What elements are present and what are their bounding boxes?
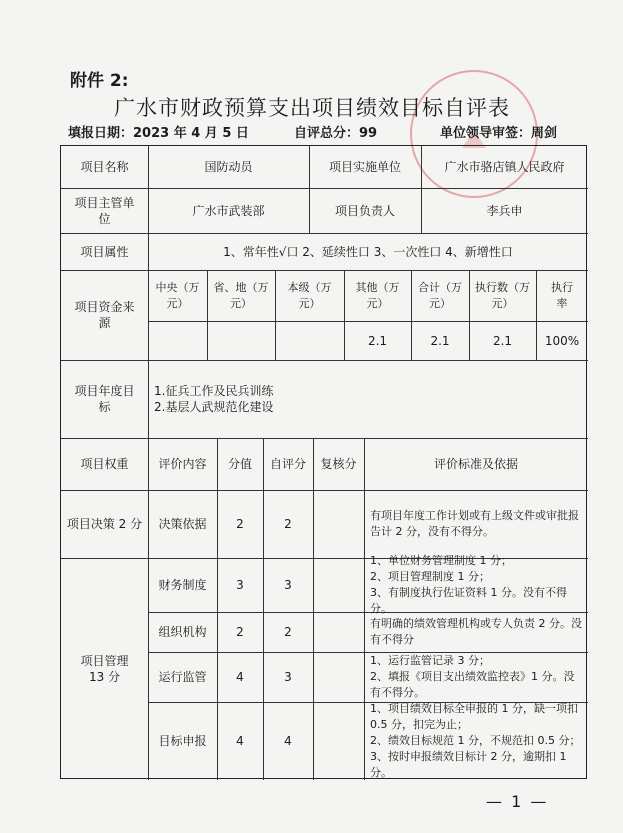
item-criteria <box>364 652 588 702</box>
funds-header-total: 合计（万元） <box>418 280 462 310</box>
criteria-line: 1、运行监管记录 3 分； <box>370 654 490 667</box>
page-number: — 1 — <box>486 792 549 811</box>
item-review-score <box>313 652 364 702</box>
header-self-score: 自评分 <box>269 457 306 471</box>
header-content: 评价内容 <box>158 457 207 471</box>
funds-header-province: 省、地（万元） <box>213 280 269 310</box>
item-review-score <box>313 702 364 780</box>
goal-line: 2.基层人武规范化建设 <box>154 400 274 414</box>
item-self-score: 4 <box>284 734 292 748</box>
criteria-line: 1、项目绩效目标全申报的 1 分，缺一项扣 0.5 分，扣完为止； <box>370 702 578 731</box>
evaluation-table <box>60 145 587 779</box>
goal-line: 1.征兵工作及民兵训练 <box>154 384 274 398</box>
section-weight: 项目决策 2 分 <box>66 517 143 531</box>
item-review-score <box>313 612 364 652</box>
section-weight: 项目管理 13 分 <box>80 654 129 684</box>
item-score: 2 <box>236 625 244 639</box>
item-criteria: 有明确的绩效管理机构或专人负责 2 分。没有不得分 <box>370 617 582 646</box>
item-self-score: 3 <box>284 670 292 684</box>
criteria-line: 1、单位财务管理制度 1 分； <box>370 554 512 567</box>
criteria-line: 3、有制度执行佐证资料 1 分。没有不得分。 <box>370 586 567 615</box>
dept: 广水市武装部 <box>192 203 265 218</box>
item-score: 4 <box>236 734 244 748</box>
leader-label: 项目负责人 <box>334 203 395 218</box>
item-criteria: 有项目年度工作计划或有上级文件或审批报告计 2 分，没有不得分。 <box>370 509 579 538</box>
total-score: 自评总分：99 <box>294 126 378 141</box>
item-self-score: 3 <box>284 578 292 592</box>
item-score: 2 <box>236 517 244 531</box>
funds-executed: 2.1 <box>492 333 513 348</box>
funds-central <box>148 321 207 360</box>
funds-rate: 100% <box>544 333 580 348</box>
funds-header-central: 中央（万元） <box>155 280 200 310</box>
goals-content <box>148 360 588 438</box>
criteria-line: 2、项目管理制度 1 分； <box>370 570 490 583</box>
item-content: 组织机构 <box>158 625 207 639</box>
funds-label: 项目资金来源 <box>74 300 135 330</box>
criteria-line: 2、填报《项目支出绩效监控表》1 分。没有不得分。 <box>370 670 575 699</box>
fill-date: 填报日期：2023 年 4 月 5 日 <box>68 126 249 141</box>
item-content: 财务制度 <box>158 578 207 592</box>
project-name: 国防动员 <box>204 160 253 174</box>
item-criteria <box>364 702 588 780</box>
item-self-score: 2 <box>284 517 292 531</box>
funds-header-rate: 执行率 <box>551 280 573 310</box>
header-weight: 项目权重 <box>80 457 129 471</box>
header-review-score: 复核分 <box>320 457 357 471</box>
dept-label: 项目主管单位 <box>74 195 135 226</box>
funds-total: 2.1 <box>430 333 450 348</box>
item-review-score <box>313 558 364 612</box>
funds-province <box>207 321 275 360</box>
header-score: 分值 <box>227 457 252 471</box>
leader-signature: 单位领导审签：周剑 <box>440 126 558 141</box>
item-self-score: 2 <box>284 625 292 639</box>
criteria-line: 3、按时申报绩效目标计 2 分，逾期扣 1 分。 <box>370 750 567 779</box>
item-content: 目标申报 <box>158 734 207 748</box>
item-score: 4 <box>236 670 244 684</box>
funds-local <box>275 321 344 360</box>
header-criteria: 评价标准及依据 <box>433 457 518 471</box>
attr-value: 1、常年性√口 2、延续性口 3、一次性口 4、新增性口 <box>223 244 513 259</box>
funds-header-executed: 执行数（万元） <box>475 280 530 310</box>
attr-label: 项目属性 <box>80 244 129 259</box>
item-content: 运行监管 <box>158 670 207 684</box>
funds-header-other: 其他（万元） <box>355 280 400 310</box>
attachment-label: 附件 2: <box>70 71 129 91</box>
form-title: 广水市财政预算支出项目绩效目标自评表 <box>114 96 510 120</box>
item-content: 决策依据 <box>158 517 207 531</box>
funds-other: 2.1 <box>367 333 388 348</box>
leader: 李兵申 <box>486 203 523 218</box>
project-name-label: 项目名称 <box>80 160 129 174</box>
exec-unit: 广水市骆店镇人民政府 <box>444 160 565 174</box>
item-score: 3 <box>236 578 244 592</box>
funds-header-local: 本级（万元） <box>287 280 332 310</box>
item-review-score <box>313 490 364 558</box>
goals-label: 项目年度目标 <box>74 384 135 414</box>
exec-unit-label: 项目实施单位 <box>328 160 401 174</box>
criteria-line: 2、绩效目标规范 1 分，不规范扣 0.5 分； <box>370 734 581 747</box>
item-criteria <box>364 554 588 615</box>
